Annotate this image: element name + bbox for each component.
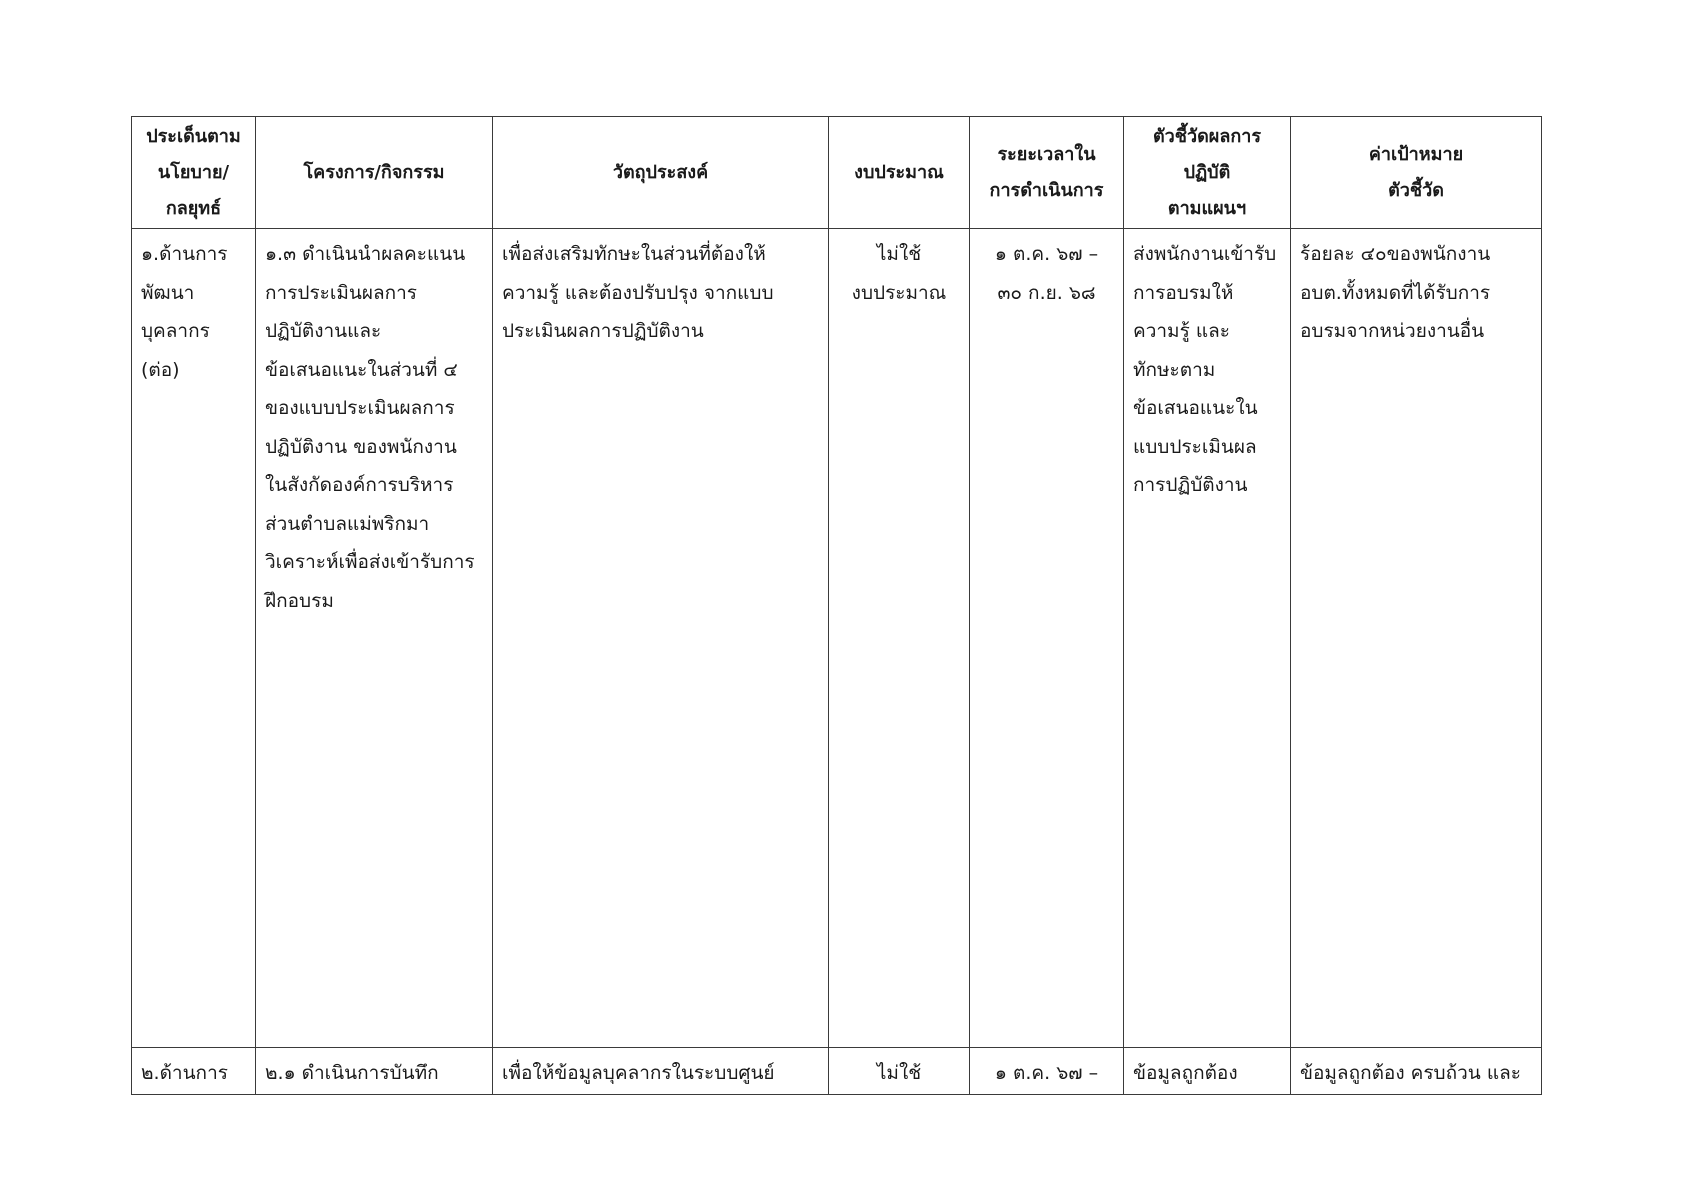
cell-line: ข้อเสนอแนะในส่วนที่ ๔ — [265, 358, 458, 381]
cell-duration — [970, 229, 1124, 1048]
cell-line: ฝึกอบรม — [265, 589, 334, 612]
cell-line: อบต.ทั้งหมดที่ได้รับการ — [1300, 281, 1491, 304]
cell-line: ข้อมูลถูกต้อง ครบถ้วน และ — [1300, 1062, 1521, 1084]
cell-line: ๑ ต.ค. ๖๗ – — [994, 1062, 1099, 1084]
header-line: ตัวชี้วัดผลการ — [1152, 125, 1262, 147]
cell-line: การประเมินผลการ — [265, 281, 418, 304]
cell-line: ส่วนตำบลแม่พริกมา — [265, 512, 430, 535]
header-budget — [829, 117, 970, 229]
cell-indicator — [1124, 1048, 1291, 1095]
header-policy-issue — [132, 117, 256, 229]
cell-target — [1291, 1048, 1542, 1095]
cell-line: การอบรมให้ — [1133, 281, 1234, 304]
header-line: ระยะเวลาใน — [997, 143, 1096, 165]
cell-line: ในสังกัดองค์การบริหาร — [265, 474, 454, 496]
cell-line: ร้อยละ ๔๐ของพนักงาน — [1300, 243, 1491, 265]
header-line: งบประมาณ — [854, 161, 944, 183]
cell-line: เพื่อส่งเสริมทักษะในส่วนที่ต้องให้ — [502, 243, 766, 265]
cell-line: ๑.ด้านการ — [141, 243, 228, 265]
cell-line: วิเคราะห์เพื่อส่งเข้ารับการ — [265, 551, 475, 573]
header-line: การดำเนินการ — [989, 179, 1104, 201]
cell-line: แบบประเมินผล — [1133, 435, 1257, 458]
cell-project-activity — [256, 1048, 493, 1095]
cell-line: ของแบบประเมินผลการ — [265, 397, 455, 419]
header-line: กลยุทธ์ — [165, 197, 222, 219]
cell-objective — [493, 1048, 829, 1095]
cell-line: ความรู้ และต้องปรับปรุง จากแบบ — [502, 281, 774, 304]
cell-line: พัฒนา — [141, 281, 195, 304]
cell-line: ๑.๓ ดำเนินนำผลคะแนน — [265, 243, 466, 265]
cell-objective — [493, 229, 829, 1048]
header-row — [132, 117, 1542, 229]
plan-table — [131, 116, 1542, 1095]
cell-policy-issue — [132, 229, 256, 1048]
cell-line: การปฏิบัติงาน — [1133, 474, 1248, 496]
cell-line: ข้อเสนอแนะใน — [1133, 397, 1258, 419]
header-target — [1291, 117, 1542, 229]
cell-project-activity — [256, 229, 493, 1048]
header-line: ตัวชี้วัด — [1388, 179, 1444, 201]
header-line: ปฏิบัติ — [1183, 161, 1231, 183]
cell-indicator — [1124, 229, 1291, 1048]
cell-target — [1291, 229, 1542, 1048]
cell-budget — [829, 229, 970, 1048]
header-line: นโยบาย/ — [157, 161, 230, 183]
header-duration — [970, 117, 1124, 229]
cell-line: ส่งพนักงานเข้ารับ — [1133, 243, 1277, 265]
table-row — [132, 1048, 1542, 1095]
cell-line: (ต่อ) — [141, 358, 180, 381]
cell-line: ทักษะตาม — [1133, 358, 1216, 381]
cell-line: ปฏิบัติงานและ — [265, 320, 382, 342]
cell-budget — [829, 1048, 970, 1095]
cell-line: ๒.๑ ดำเนินการบันทึก — [265, 1062, 439, 1084]
cell-line: ๒.ด้านการ — [141, 1062, 228, 1084]
header-indicator — [1124, 117, 1291, 229]
cell-line: ไม่ใช้ — [876, 243, 922, 265]
cell-line: อบรมจากหน่วยงานอื่น — [1300, 320, 1485, 342]
cell-line: ประเมินผลการปฏิบัติงาน — [502, 320, 704, 342]
cell-line: ไม่ใช้ — [876, 1062, 922, 1084]
header-objective — [493, 117, 829, 229]
cell-duration — [970, 1048, 1124, 1095]
cell-line: งบประมาณ — [851, 281, 947, 304]
cell-line: ความรู้ และ — [1133, 320, 1230, 342]
header-project-activity — [256, 117, 493, 229]
header-line: ค่าเป้าหมาย — [1368, 143, 1464, 165]
cell-line: ข้อมูลถูกต้อง — [1133, 1062, 1238, 1084]
cell-policy-issue — [132, 1048, 256, 1095]
cell-line: ปฏิบัติงาน ของพนักงาน — [265, 435, 457, 458]
cell-line: ๑ ต.ค. ๖๗ – — [994, 243, 1099, 265]
table-row — [132, 229, 1542, 1048]
header-line: โครงการ/กิจกรรม — [303, 161, 445, 183]
header-line: วัตถุประสงค์ — [612, 161, 709, 183]
cell-line: บุคลากร — [141, 320, 210, 342]
cell-line: เพื่อให้ข้อมูลบุคลากรในระบบศูนย์ — [502, 1062, 775, 1084]
header-line: ประเด็นตาม — [146, 125, 241, 147]
header-line: ตามแผนฯ — [1167, 197, 1247, 219]
cell-line: ๓๐ ก.ย. ๖๘ — [997, 281, 1096, 304]
